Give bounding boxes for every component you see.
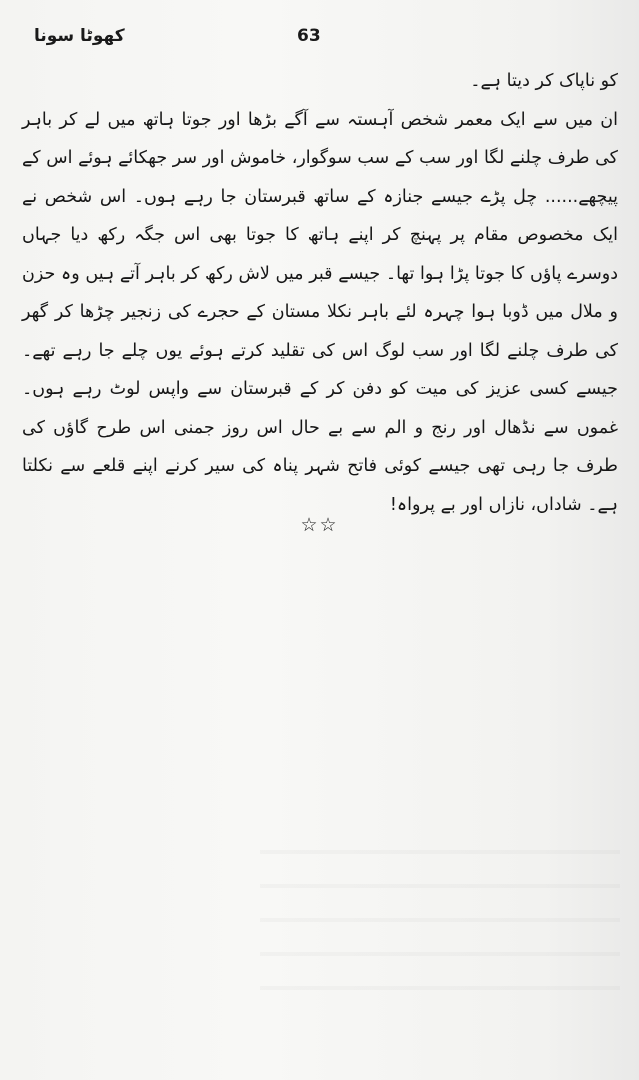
paragraph-main: ان میں سے ایک معمر شخص آہستہ سے آگے بڑھا اور جوتا ہاتھ میں لے کر باہر کی طرف چلنے لگا اور سب کے سب سوگوار، خاموش اور سر جھکائے ہوئے اس کے پیچھے...... چل پڑے جیسے جنازہ کے ساتھ قبرستان جا رہے ہوں۔ اس شخص نے ایک مخصوص مقام پر پہنچ کر اپنے ہاتھ کا جوتا بھی اس جگہ رکھ دیا جہاں دوسرے پاؤں کا جوتا پڑا ہوا تھا۔ جیسے قبر میں لاش رکھ کر باہر آتے ہیں وہ حزن و ملال میں ڈوبا ہوا چہرہ لئے باہر نکلا مستان کے حجرے کی زنجیر چڑھا کر گھر کی طرف چلنے لگا اور سب لوگ اس کی تقلید کرتے ہوئے یوں چلے جا رہے تھے۔ جیسے کسی عزیز کی میت کو دفن کر کے قبرستان سے واپس لوٹ رہے ہوں۔ غموں سے نڈھال اور رنج و الم سے بے حال اس روز جمنی اس طرح گاؤں کی طرف جا رہی تھی جیسے کوئی فاتح شہر پناہ کی سیر کرنے اپنے قلعے سے نکلتا ہے۔ شاداں، نازاں اور بے پرواہ!: [22, 109, 618, 515]
page-header: [0, 26, 639, 56]
body-text: [22, 62, 618, 524]
section-separator-stars: ☆☆: [300, 514, 339, 536]
show-through-texture: [260, 820, 620, 1020]
page-number: 63: [297, 26, 321, 46]
paragraph-continuation: کو ناپاک کر دیتا ہے۔: [470, 71, 618, 91]
running-title: کھوٹا سونا: [34, 26, 125, 46]
